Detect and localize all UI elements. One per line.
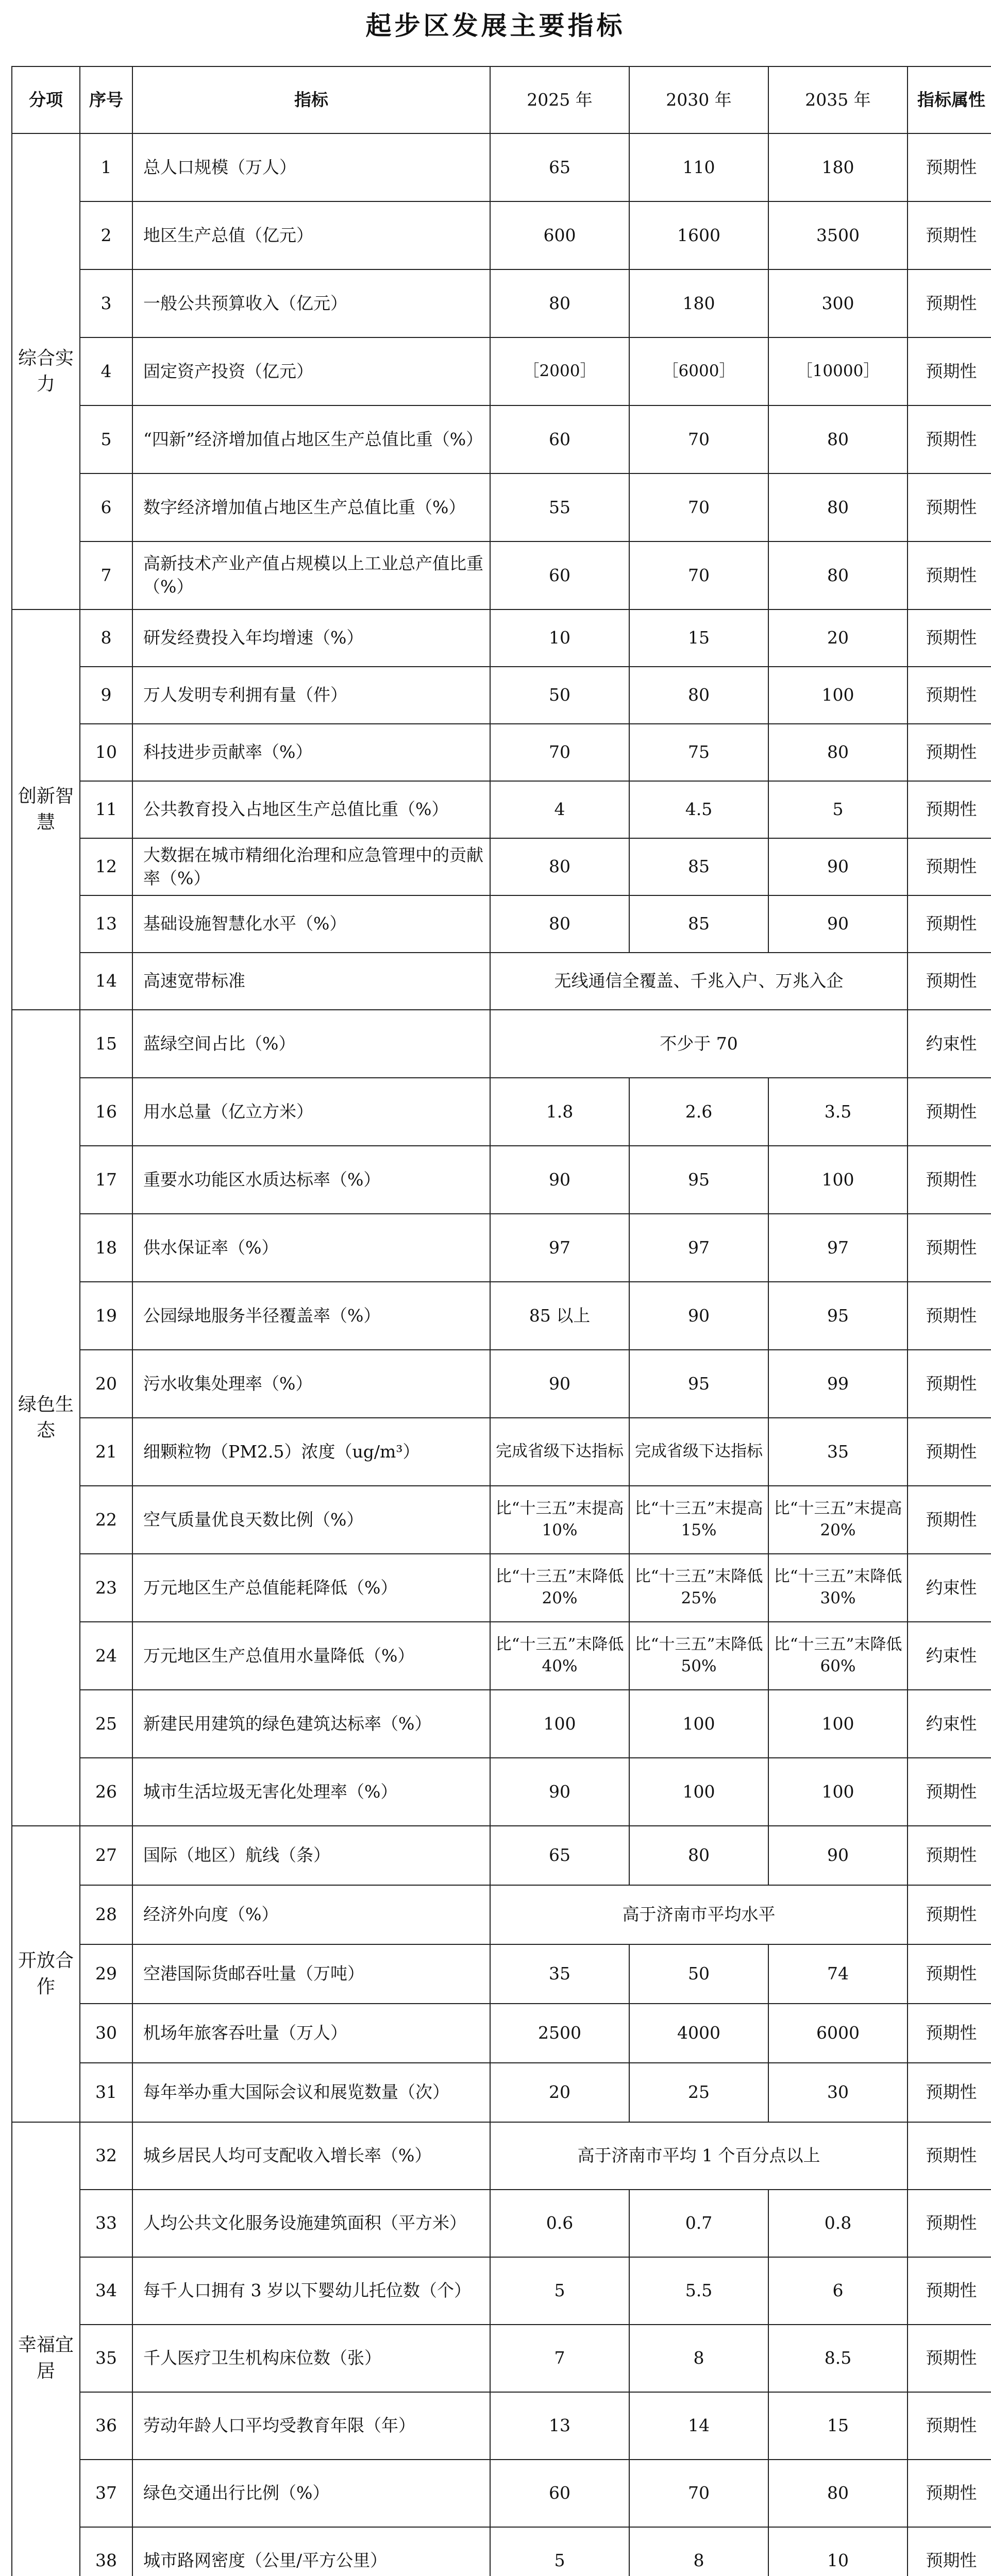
- attribute-cell: 预期性: [908, 781, 991, 838]
- attribute-cell: 约束性: [908, 1554, 991, 1622]
- table-row: [12, 2190, 991, 2257]
- attribute-cell: 预期性: [908, 541, 991, 609]
- attribute-cell: 预期性: [908, 2004, 991, 2063]
- attribute-cell: 预期性: [908, 838, 991, 895]
- indicator-cell: 千人医疗卫生机构床位数（张）: [132, 2325, 490, 2392]
- value-2035-cell: 99: [768, 1350, 908, 1418]
- table-row: [12, 2063, 991, 2122]
- indicator-cell: 万元地区生产总值能耗降低（%）: [132, 1554, 490, 1622]
- value-2030-cell: 1600: [629, 201, 768, 269]
- value-2025-cell: ［2000］: [490, 337, 629, 405]
- index-cell: 18: [80, 1214, 132, 1282]
- indicator-cell: 污水收集处理率（%）: [132, 1350, 490, 1418]
- indicator-cell: 经济外向度（%）: [132, 1885, 490, 1944]
- indicator-cell: 国际（地区）航线（条）: [132, 1826, 490, 1885]
- table-row: [12, 2122, 991, 2190]
- category-cell: 综合实力: [12, 133, 80, 609]
- indicator-cell: 人均公共文化服务设施建筑面积（平方米）: [132, 2190, 490, 2257]
- table-header-row: [12, 66, 991, 133]
- index-cell: 34: [80, 2257, 132, 2325]
- value-2035-cell: 95: [768, 1282, 908, 1350]
- value-2030-cell: 180: [629, 269, 768, 337]
- index-cell: 22: [80, 1486, 132, 1554]
- value-2025-cell: 80: [490, 838, 629, 895]
- attribute-cell: 预期性: [908, 1078, 991, 1146]
- table-row: [12, 201, 991, 269]
- attribute-cell: 约束性: [908, 1622, 991, 1690]
- index-cell: 15: [80, 1010, 132, 1078]
- value-2025-cell: 5: [490, 2527, 629, 2576]
- indicator-cell: 研发经费投入年均增速（%）: [132, 609, 490, 667]
- value-2025-cell: 2500: [490, 2004, 629, 2063]
- value-2035-cell: 5: [768, 781, 908, 838]
- value-2025-cell: 50: [490, 667, 629, 724]
- indicator-cell: 蓝绿空间占比（%）: [132, 1010, 490, 1078]
- index-cell: 17: [80, 1146, 132, 1214]
- table-row: [12, 1418, 991, 1486]
- table-row: [12, 1690, 991, 1758]
- indicator-cell: 城乡居民人均可支配收入增长率（%）: [132, 2122, 490, 2190]
- value-2035-cell: 80: [768, 405, 908, 473]
- index-cell: 10: [80, 724, 132, 781]
- table-row: [12, 473, 991, 541]
- value-2035-cell: 3.5: [768, 1078, 908, 1146]
- value-2030-cell: 70: [629, 2460, 768, 2527]
- value-2025-cell: 60: [490, 2460, 629, 2527]
- indicator-cell: 一般公共预算收入（亿元）: [132, 269, 490, 337]
- indicator-cell: 空气质量优良天数比例（%）: [132, 1486, 490, 1554]
- index-cell: 19: [80, 1282, 132, 1350]
- indicator-cell: 公共教育投入占地区生产总值比重（%）: [132, 781, 490, 838]
- value-2030-cell: 完成省级下达指标: [629, 1418, 768, 1486]
- value-2025-cell: 完成省级下达指标: [490, 1418, 629, 1486]
- table-row: [12, 1486, 991, 1554]
- index-cell: 8: [80, 609, 132, 667]
- merged-value-cell: 不少于 70: [490, 1010, 908, 1078]
- attribute-cell: 预期性: [908, 1826, 991, 1885]
- value-2025-cell: 90: [490, 1146, 629, 1214]
- indicator-cell: 重要水功能区水质达标率（%）: [132, 1146, 490, 1214]
- attribute-cell: 预期性: [908, 2325, 991, 2392]
- table-row: [12, 1944, 991, 2004]
- value-2035-cell: 3500: [768, 201, 908, 269]
- value-2030-cell: 5.5: [629, 2257, 768, 2325]
- table-row: [12, 541, 991, 609]
- value-2030-cell: 4000: [629, 2004, 768, 2063]
- value-2025-cell: 10: [490, 609, 629, 667]
- group-section: [12, 1010, 991, 1826]
- value-2035-cell: 比“十三五”末提高 20%: [768, 1486, 908, 1554]
- table-row: [12, 2527, 991, 2576]
- index-cell: 26: [80, 1758, 132, 1826]
- index-cell: 29: [80, 1944, 132, 2004]
- value-2030-cell: 14: [629, 2392, 768, 2460]
- index-cell: 6: [80, 473, 132, 541]
- category-cell: 绿色生态: [12, 1010, 80, 1826]
- table-row: [12, 133, 991, 201]
- value-2025-cell: 35: [490, 1944, 629, 2004]
- header-2035: 2035 年: [768, 66, 908, 133]
- indicator-cell: 供水保证率（%）: [132, 1214, 490, 1282]
- attribute-cell: 预期性: [908, 1758, 991, 1826]
- value-2035-cell: 300: [768, 269, 908, 337]
- attribute-cell: 预期性: [908, 269, 991, 337]
- indicator-cell: 基础设施智慧化水平（%）: [132, 895, 490, 953]
- table-row: [12, 405, 991, 473]
- value-2030-cell: 8: [629, 2527, 768, 2576]
- index-cell: 36: [80, 2392, 132, 2460]
- table-row: [12, 269, 991, 337]
- indicator-cell: 总人口规模（万人）: [132, 133, 490, 201]
- value-2025-cell: 60: [490, 541, 629, 609]
- value-2025-cell: 80: [490, 895, 629, 953]
- attribute-cell: 预期性: [908, 1486, 991, 1554]
- value-2035-cell: 100: [768, 667, 908, 724]
- header-2025: 2025 年: [490, 66, 629, 133]
- value-2025-cell: 比“十三五”末降低 20%: [490, 1554, 629, 1622]
- value-2025-cell: 90: [490, 1758, 629, 1826]
- table-row: [12, 1350, 991, 1418]
- attribute-cell: 预期性: [908, 2122, 991, 2190]
- value-2025-cell: 5: [490, 2257, 629, 2325]
- header-indicator: 指标: [132, 66, 490, 133]
- index-cell: 23: [80, 1554, 132, 1622]
- value-2030-cell: ［6000］: [629, 337, 768, 405]
- table-row: [12, 1146, 991, 1214]
- value-2025-cell: 97: [490, 1214, 629, 1282]
- attribute-cell: 预期性: [908, 405, 991, 473]
- attribute-cell: 预期性: [908, 473, 991, 541]
- value-2035-cell: 97: [768, 1214, 908, 1282]
- indicator-cell: 万人发明专利拥有量（件）: [132, 667, 490, 724]
- table-row: [12, 337, 991, 405]
- indicator-cell: 每年举办重大国际会议和展览数量（次）: [132, 2063, 490, 2122]
- value-2035-cell: 100: [768, 1758, 908, 1826]
- table-row: [12, 2004, 991, 2063]
- attribute-cell: 预期性: [908, 133, 991, 201]
- indicator-cell: 高新技术产业产值占规模以上工业总产值比重（%）: [132, 541, 490, 609]
- value-2025-cell: 70: [490, 724, 629, 781]
- value-2030-cell: 70: [629, 405, 768, 473]
- value-2030-cell: 85: [629, 895, 768, 953]
- indicator-cell: “四新”经济增加值占地区生产总值比重（%）: [132, 405, 490, 473]
- index-cell: 20: [80, 1350, 132, 1418]
- indicator-cell: 高速宽带标准: [132, 953, 490, 1010]
- value-2030-cell: 97: [629, 1214, 768, 1282]
- value-2035-cell: 180: [768, 133, 908, 201]
- table-row: [12, 1078, 991, 1146]
- value-2025-cell: 7: [490, 2325, 629, 2392]
- index-cell: 37: [80, 2460, 132, 2527]
- value-2035-cell: 100: [768, 1690, 908, 1758]
- value-2035-cell: 比“十三五”末降低 30%: [768, 1554, 908, 1622]
- attribute-cell: 预期性: [908, 2392, 991, 2460]
- index-cell: 5: [80, 405, 132, 473]
- merged-value-cell: 无线通信全覆盖、千兆入户、万兆入企: [490, 953, 908, 1010]
- index-cell: 12: [80, 838, 132, 895]
- index-cell: 14: [80, 953, 132, 1010]
- attribute-cell: 约束性: [908, 1010, 991, 1078]
- indicator-cell: 地区生产总值（亿元）: [132, 201, 490, 269]
- value-2030-cell: 100: [629, 1690, 768, 1758]
- value-2030-cell: 95: [629, 1350, 768, 1418]
- table-row: [12, 1622, 991, 1690]
- indicator-table: [11, 66, 991, 2576]
- indicator-cell: 大数据在城市精细化治理和应急管理中的贡献率（%）: [132, 838, 490, 895]
- value-2035-cell: ［10000］: [768, 337, 908, 405]
- indicator-cell: 空港国际货邮吞吐量（万吨）: [132, 1944, 490, 2004]
- index-cell: 3: [80, 269, 132, 337]
- value-2030-cell: 25: [629, 2063, 768, 2122]
- indicator-cell: 数字经济增加值占地区生产总值比重（%）: [132, 473, 490, 541]
- value-2035-cell: 6000: [768, 2004, 908, 2063]
- index-cell: 33: [80, 2190, 132, 2257]
- attribute-cell: 预期性: [908, 201, 991, 269]
- value-2035-cell: 80: [768, 473, 908, 541]
- value-2035-cell: 100: [768, 1146, 908, 1214]
- value-2035-cell: 80: [768, 2460, 908, 2527]
- attribute-cell: 预期性: [908, 1214, 991, 1282]
- category-cell: 幸福宜居: [12, 2122, 80, 2576]
- attribute-cell: 预期性: [908, 1146, 991, 1214]
- index-cell: 28: [80, 1885, 132, 1944]
- indicator-cell: 万元地区生产总值用水量降低（%）: [132, 1622, 490, 1690]
- table-row: [12, 1010, 991, 1078]
- table-row: [12, 667, 991, 724]
- table-row: [12, 1758, 991, 1826]
- indicator-cell: 细颗粒物（PM2.5）浓度（ug/m³）: [132, 1418, 490, 1486]
- index-cell: 35: [80, 2325, 132, 2392]
- value-2030-cell: 70: [629, 473, 768, 541]
- group-section: [12, 133, 991, 609]
- indicator-cell: 固定资产投资（亿元）: [132, 337, 490, 405]
- table-row: [12, 1554, 991, 1622]
- category-cell: 开放合作: [12, 1826, 80, 2122]
- value-2030-cell: 70: [629, 541, 768, 609]
- index-cell: 9: [80, 667, 132, 724]
- index-cell: 32: [80, 2122, 132, 2190]
- index-cell: 11: [80, 781, 132, 838]
- value-2030-cell: 4.5: [629, 781, 768, 838]
- attribute-cell: 预期性: [908, 2460, 991, 2527]
- indicator-cell: 新建民用建筑的绿色建筑达标率（%）: [132, 1690, 490, 1758]
- header-attribute: 指标属性: [908, 66, 991, 133]
- table-row: [12, 1282, 991, 1350]
- index-cell: 25: [80, 1690, 132, 1758]
- value-2035-cell: 74: [768, 1944, 908, 2004]
- table-row: [12, 2392, 991, 2460]
- value-2025-cell: 比“十三五”末提高 10%: [490, 1486, 629, 1554]
- index-cell: 21: [80, 1418, 132, 1486]
- value-2035-cell: 30: [768, 2063, 908, 2122]
- table-row: [12, 1214, 991, 1282]
- table-row: [12, 953, 991, 1010]
- value-2030-cell: 比“十三五”末降低 50%: [629, 1622, 768, 1690]
- header-2030: 2030 年: [629, 66, 768, 133]
- index-cell: 1: [80, 133, 132, 201]
- value-2030-cell: 50: [629, 1944, 768, 2004]
- index-cell: 30: [80, 2004, 132, 2063]
- value-2035-cell: 90: [768, 1826, 908, 1885]
- value-2025-cell: 比“十三五”末降低 40%: [490, 1622, 629, 1690]
- indicator-cell: 城市生活垃圾无害化处理率（%）: [132, 1758, 490, 1826]
- value-2030-cell: 0.7: [629, 2190, 768, 2257]
- table-row: [12, 724, 991, 781]
- value-2035-cell: 15: [768, 2392, 908, 2460]
- attribute-cell: 预期性: [908, 953, 991, 1010]
- index-cell: 27: [80, 1826, 132, 1885]
- table-row: [12, 2325, 991, 2392]
- index-cell: 16: [80, 1078, 132, 1146]
- value-2025-cell: 20: [490, 2063, 629, 2122]
- value-2025-cell: 80: [490, 269, 629, 337]
- value-2025-cell: 4: [490, 781, 629, 838]
- value-2035-cell: 6: [768, 2257, 908, 2325]
- attribute-cell: 预期性: [908, 724, 991, 781]
- value-2035-cell: 90: [768, 895, 908, 953]
- attribute-cell: 约束性: [908, 1690, 991, 1758]
- value-2025-cell: 100: [490, 1690, 629, 1758]
- attribute-cell: 预期性: [908, 1282, 991, 1350]
- indicator-cell: 科技进步贡献率（%）: [132, 724, 490, 781]
- indicator-cell: 绿色交通出行比例（%）: [132, 2460, 490, 2527]
- table-row: [12, 895, 991, 953]
- indicator-cell: 公园绿地服务半径覆盖率（%）: [132, 1282, 490, 1350]
- value-2035-cell: 90: [768, 838, 908, 895]
- table-row: [12, 1885, 991, 1944]
- index-cell: 24: [80, 1622, 132, 1690]
- page-title: 起步区发展主要指标: [365, 11, 626, 41]
- value-2025-cell: 60: [490, 405, 629, 473]
- value-2030-cell: 2.6: [629, 1078, 768, 1146]
- value-2025-cell: 0.6: [490, 2190, 629, 2257]
- value-2035-cell: 80: [768, 724, 908, 781]
- value-2025-cell: 13: [490, 2392, 629, 2460]
- value-2025-cell: 55: [490, 473, 629, 541]
- table-row: [12, 781, 991, 838]
- header-index: 序号: [80, 66, 132, 133]
- index-cell: 2: [80, 201, 132, 269]
- value-2030-cell: 95: [629, 1146, 768, 1214]
- value-2035-cell: 20: [768, 609, 908, 667]
- attribute-cell: 预期性: [908, 337, 991, 405]
- attribute-cell: 预期性: [908, 2063, 991, 2122]
- value-2035-cell: 0.8: [768, 2190, 908, 2257]
- indicator-cell: 用水总量（亿立方米）: [132, 1078, 490, 1146]
- table-row: [12, 609, 991, 667]
- value-2025-cell: 85 以上: [490, 1282, 629, 1350]
- table-row: [12, 1826, 991, 1885]
- value-2030-cell: 8: [629, 2325, 768, 2392]
- group-section: [12, 1826, 991, 2122]
- value-2030-cell: 100: [629, 1758, 768, 1826]
- index-cell: 13: [80, 895, 132, 953]
- value-2035-cell: 10: [768, 2527, 908, 2576]
- value-2030-cell: 15: [629, 609, 768, 667]
- indicator-cell: 城市路网密度（公里/平方公里）: [132, 2527, 490, 2576]
- value-2030-cell: 85: [629, 838, 768, 895]
- value-2035-cell: 35: [768, 1418, 908, 1486]
- value-2025-cell: 65: [490, 133, 629, 201]
- index-cell: 7: [80, 541, 132, 609]
- merged-value-cell: 高于济南市平均 1 个百分点以上: [490, 2122, 908, 2190]
- indicator-cell: 劳动年龄人口平均受教育年限（年）: [132, 2392, 490, 2460]
- value-2035-cell: 8.5: [768, 2325, 908, 2392]
- value-2035-cell: 比“十三五”末降低 60%: [768, 1622, 908, 1690]
- group-section: [12, 2122, 991, 2576]
- attribute-cell: 预期性: [908, 1350, 991, 1418]
- attribute-cell: 预期性: [908, 895, 991, 953]
- category-cell: 创新智慧: [12, 609, 80, 1010]
- attribute-cell: 预期性: [908, 609, 991, 667]
- indicator-cell: 每千人口拥有 3 岁以下婴幼儿托位数（个）: [132, 2257, 490, 2325]
- table-row: [12, 2460, 991, 2527]
- header-category: 分项: [12, 66, 80, 133]
- merged-value-cell: 高于济南市平均水平: [490, 1885, 908, 1944]
- attribute-cell: 预期性: [908, 2190, 991, 2257]
- index-cell: 4: [80, 337, 132, 405]
- attribute-cell: 预期性: [908, 1885, 991, 1944]
- value-2025-cell: 65: [490, 1826, 629, 1885]
- attribute-cell: 预期性: [908, 667, 991, 724]
- indicator-cell: 机场年旅客吞吐量（万人）: [132, 2004, 490, 2063]
- table-row: [12, 838, 991, 895]
- value-2030-cell: 比“十三五”末降低 25%: [629, 1554, 768, 1622]
- value-2035-cell: 80: [768, 541, 908, 609]
- table-row: [12, 2257, 991, 2325]
- value-2030-cell: 比“十三五”末提高 15%: [629, 1486, 768, 1554]
- value-2025-cell: 600: [490, 201, 629, 269]
- attribute-cell: 预期性: [908, 1418, 991, 1486]
- attribute-cell: 预期性: [908, 1944, 991, 2004]
- value-2030-cell: 75: [629, 724, 768, 781]
- value-2025-cell: 1.8: [490, 1078, 629, 1146]
- value-2030-cell: 80: [629, 1826, 768, 1885]
- value-2030-cell: 110: [629, 133, 768, 201]
- attribute-cell: 预期性: [908, 2257, 991, 2325]
- value-2030-cell: 80: [629, 667, 768, 724]
- value-2030-cell: 90: [629, 1282, 768, 1350]
- index-cell: 31: [80, 2063, 132, 2122]
- index-cell: 38: [80, 2527, 132, 2576]
- attribute-cell: 预期性: [908, 2527, 991, 2576]
- group-section: [12, 609, 991, 1010]
- value-2025-cell: 90: [490, 1350, 629, 1418]
